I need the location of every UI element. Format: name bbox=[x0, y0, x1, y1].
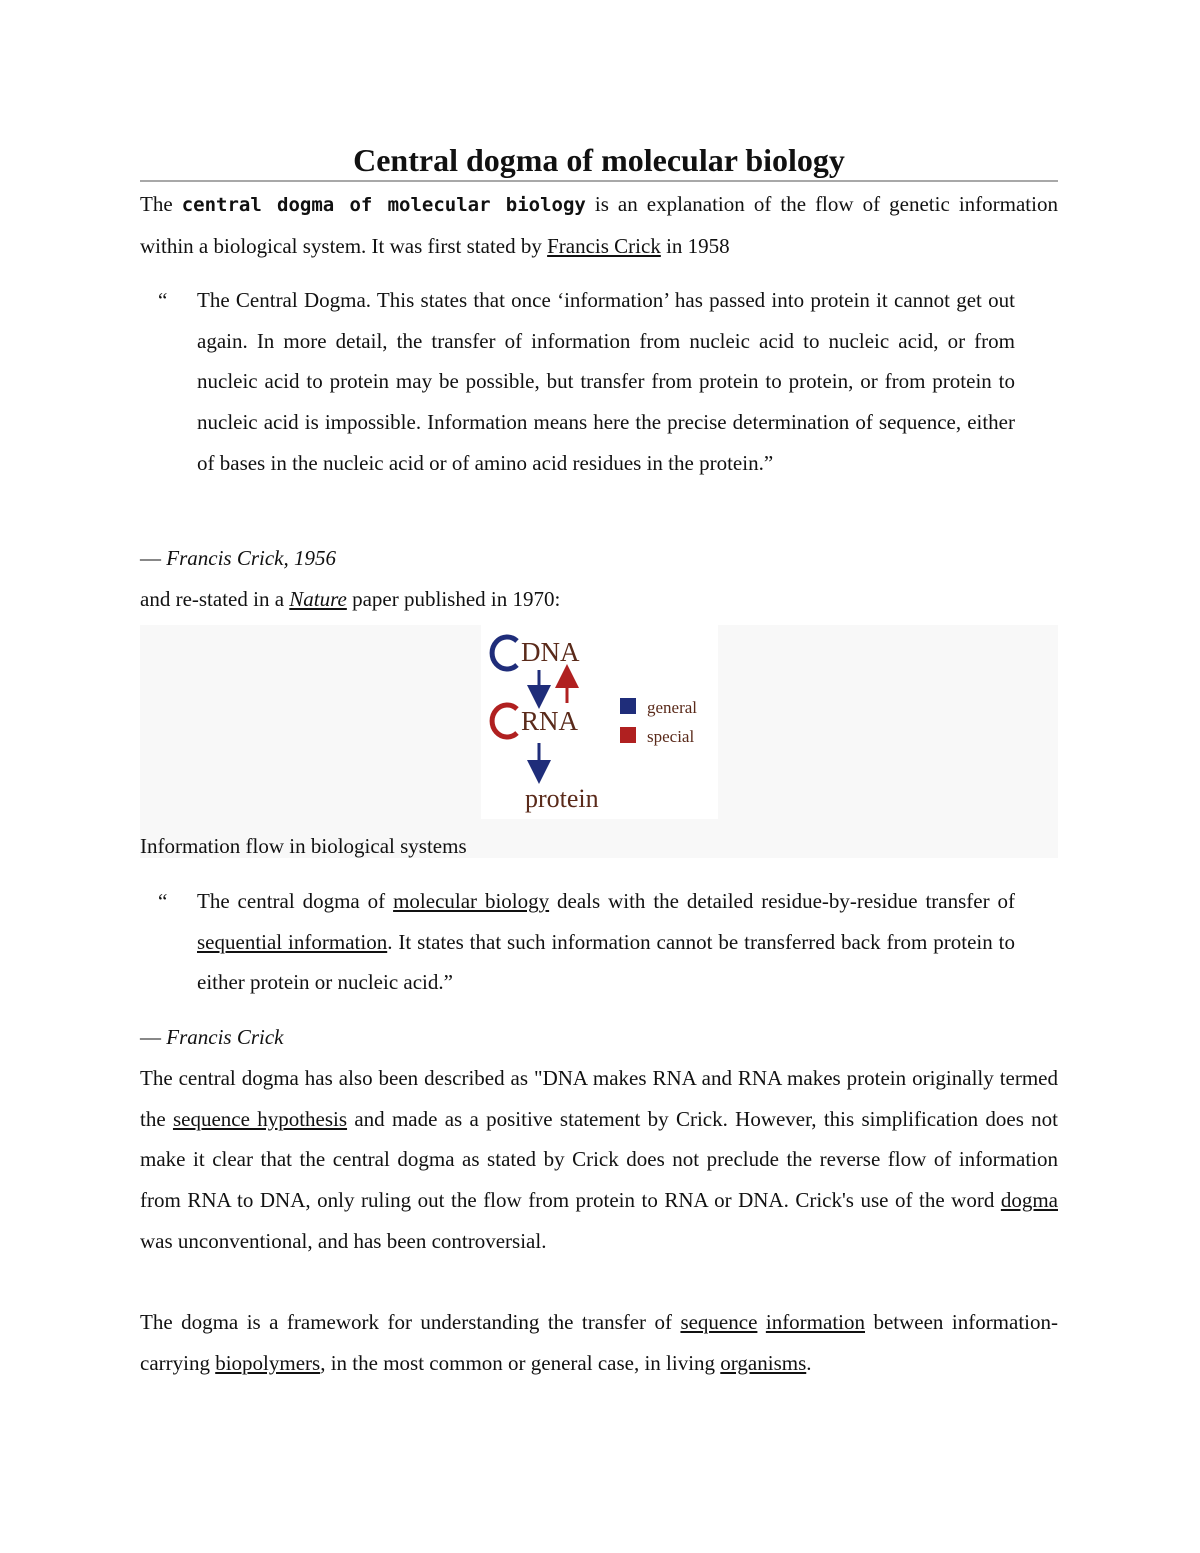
intro-paragraph: The central dogma of molecular biology is an explanation of the flow of genetic information within a biological system. It was first stated by Francis Crick in 1958 bbox=[140, 192, 1058, 258]
legend-general-label: general bbox=[647, 698, 698, 717]
dna-replication-arrow bbox=[492, 637, 517, 669]
crick-quote-1956: The Central Dogma. This states that once ‘information’ has passed into protein it cannot get out again. In more detail, the transfer of information from nucleic acid to nucleic acid, or from nucleic acid to protein may be possible, but transfer from protein to protein, or from protein to nucleic acid is impossible. Information means here the precise determination of sequence, either of bases in the nucleic acid or of amino acid residues in the protein.” bbox=[197, 288, 1015, 475]
link-sequence[interactable]: sequence bbox=[680, 1310, 758, 1334]
link-information[interactable]: information bbox=[765, 1310, 866, 1334]
link-sequential-information[interactable]: sequential information bbox=[197, 929, 388, 954]
legend-special-swatch bbox=[620, 727, 636, 743]
restated-line: and re-stated in a Nature paper published in 1970: bbox=[140, 587, 561, 611]
diagram-svg bbox=[481, 625, 718, 819]
legend-general-swatch bbox=[620, 698, 636, 714]
link-biopolymers[interactable]: biopolymers bbox=[215, 1350, 321, 1375]
page-title: Central dogma of molecular biology bbox=[353, 142, 845, 178]
link-sequence-hypothesis[interactable]: sequence hypothesis bbox=[172, 1106, 348, 1131]
framework-paragraph: The dogma is a framework for understanding the transfer of sequence information between information-carrying biopolymers, in the most common or general case, in living organisms. bbox=[140, 1310, 1059, 1375]
central-dogma-diagram bbox=[481, 625, 718, 819]
dna-label: DNA bbox=[521, 637, 580, 667]
quote-open-mark-2: “ bbox=[158, 889, 168, 913]
link-molecular-biology[interactable]: molecular biology bbox=[393, 889, 550, 913]
link-organisms[interactable]: organisms bbox=[720, 1350, 807, 1375]
title-underline bbox=[140, 180, 1058, 182]
bold-term: central dogma of molecular biology bbox=[181, 194, 586, 216]
figure-caption: Information flow in biological systems bbox=[140, 834, 467, 858]
link-nature[interactable]: Nature bbox=[289, 587, 347, 611]
rna-replication-arrow bbox=[492, 705, 517, 737]
crick-quote-2: The central dogma of molecular biology deals with the detailed residue-by-residue transfer of sequential information. It states that such information cannot be transferred back from protein to either protein or nucleic acid.” bbox=[197, 889, 1015, 995]
legend-special-label: special bbox=[647, 727, 695, 746]
description-paragraph: The central dogma has also been described as "DNA makes RNA and RNA makes protein originally termed the sequence hypothesis and made as a positive statement by Crick. However, this simplification does not make it clear that the central dogma as stated by Crick does not preclude the reverse flow of information from RNA to DNA, only ruling out the flow from protein to RNA or DNA. Crick's use of the word dogma was unconventional, and has been controversial. bbox=[140, 1066, 1059, 1253]
link-dogma[interactable]: dogma bbox=[1000, 1188, 1058, 1213]
quote-open-mark: “ bbox=[158, 288, 168, 312]
attribution-crick: — Francis Crick bbox=[140, 1025, 284, 1049]
attribution-crick-1956: — Francis Crick, 1956 bbox=[140, 546, 336, 570]
protein-label: protein bbox=[525, 784, 599, 813]
link-francis-crick[interactable]: Francis Crick bbox=[547, 233, 661, 258]
rna-label: RNA bbox=[521, 706, 579, 736]
